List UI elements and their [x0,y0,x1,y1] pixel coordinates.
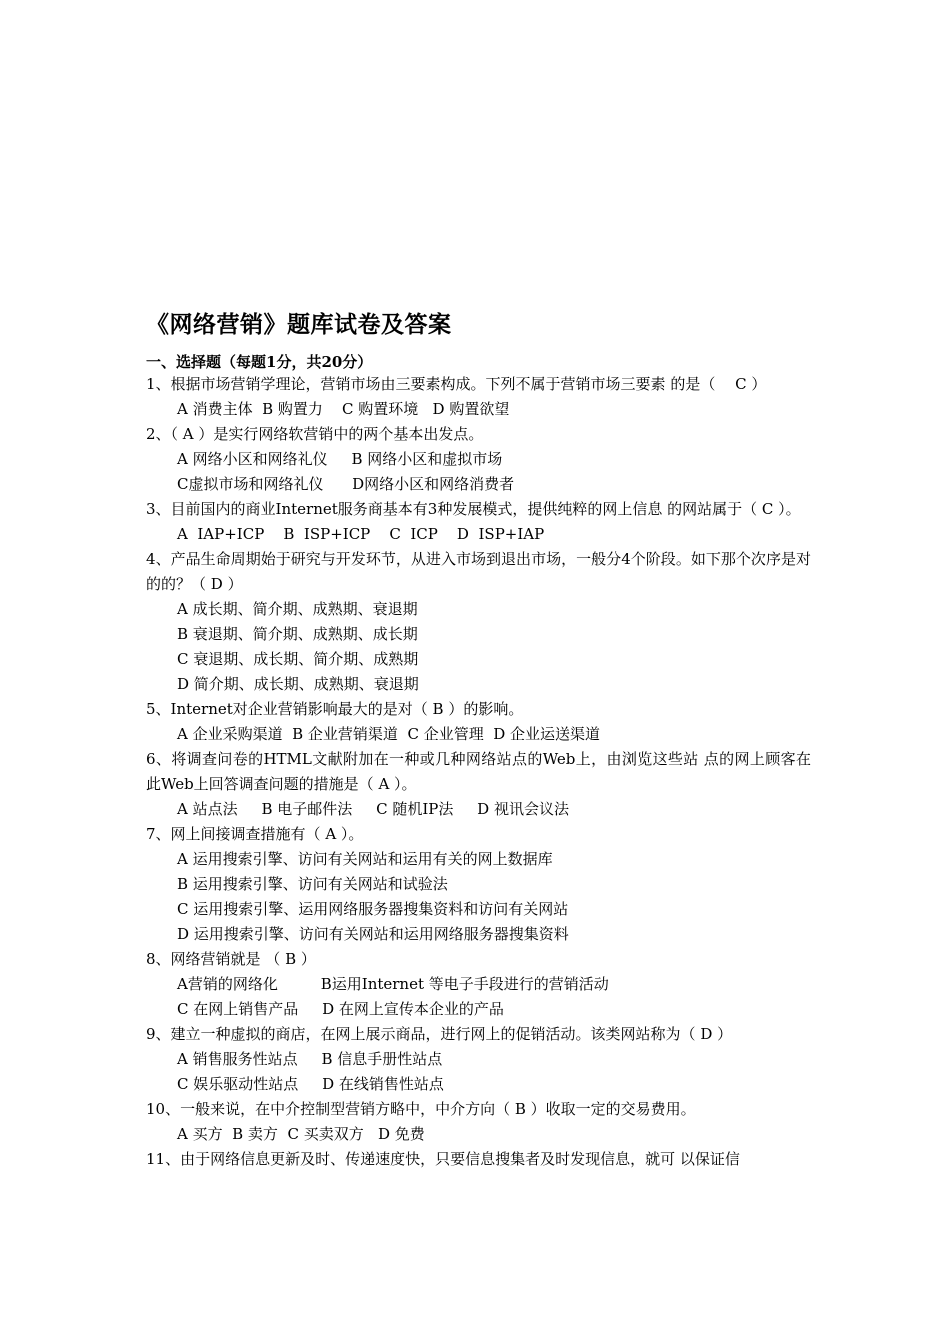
question-options: C 运用搜索引擎、运用网络服务器搜集资料和访问有关网站 [177,900,569,918]
question-text: 9、建立一种虚拟的商店，在网上展示商品，进行网上的促销活动。该类网站称为（ D ） [146,1025,733,1043]
question-options: C虚拟市场和网络礼仪 D网络小区和网络消费者 [177,475,515,493]
question-options: B 衰退期、简介期、成熟期、成长期 [177,625,418,643]
question-text: 3、目前国内的商业Internet服务商基本有3种发展模式，提供纯粹的网上信息 的网站属于（ C ）。 [146,500,801,518]
question-options: A营销的网络化 B运用Internet 等电子手段进行的营销活动 [177,975,609,993]
question-options: C 衰退期、成长期、简介期、成熟期 [177,650,419,668]
question-list [146,372,811,1172]
question-options: D 简介期、成长期、成熟期、衰退期 [177,675,419,693]
question-options: A IAP+ICP B ISP+ICP C ICP D ISP+IAP [177,525,545,543]
question-text: 5、Internet对企业营销影响最大的是对（ B ）的影响。 [146,700,524,718]
question-options: D 运用搜索引擎、访问有关网站和运用网络服务器搜集资料 [177,925,569,943]
question-options: A 站点法 B 电子邮件法 C 随机IP法 D 视讯会议法 [177,800,569,818]
question-text: 10、一般来说，在中介控制型营销方略中，中介方向（ B ）收取一定的交易费用。 [146,1100,696,1118]
question-options: A 成长期、简介期、成熟期、衰退期 [177,600,418,618]
question-text: 6、将调查问卷的HTML文献附加在一种或几种网络站点的Web上，由浏览这些站 点的网上顾客在此Web上回答调查问题的措施是（ A ）。 [146,750,811,793]
question-options: A 消费主体 B 购置力 C 购置环境 D 购置欲望 [177,400,510,418]
question-options: B 运用搜索引擎、访问有关网站和试验法 [177,875,448,893]
question-text: 4、产品生命周期始于研究与开发环节，从进入市场到退出市场，一般分4个阶段。如下那个次序是对的的？（ D ） [146,550,811,593]
section-heading: 一、选择题（每题1分，共20分） [146,353,373,371]
question-text: 8、网络营销就是 （ B ） [146,950,316,968]
question-options: A 买方 B 卖方 C 买卖双方 D 免费 [177,1125,425,1143]
question-options: C 娱乐驱动性站点 D 在线销售性站点 [177,1075,444,1093]
question-options: A 企业采购渠道 B 企业营销渠道 C 企业管理 D 企业运送渠道 [177,725,601,743]
question-options: C 在网上销售产品 D 在网上宣传本企业的产品 [177,1000,504,1018]
question-text: 11、由于网络信息更新及时、传递速度快，只要信息搜集者及时发现信息，就可 以保证信 [146,1150,740,1168]
question-text: 1、根据市场营销学理论，营销市场由三要素构成。下列不属于营销市场三要素 的是（ C ） [146,375,767,393]
question-text: 7、网上间接调查措施有（ A ）。 [146,825,364,843]
question-options: A 网络小区和网络礼仪 B 网络小区和虚拟市场 [177,450,503,468]
question-options: A 运用搜索引擎、访问有关网站和运用有关的网上数据库 [177,850,553,868]
document-title: 《网络营销》题库试卷及答案 [146,311,452,338]
question-options: A 销售服务性站点 B 信息手册性站点 [177,1050,443,1068]
question-text: 2、（ A ）是实行网络软营销中的两个基本出发点。 [146,425,484,443]
